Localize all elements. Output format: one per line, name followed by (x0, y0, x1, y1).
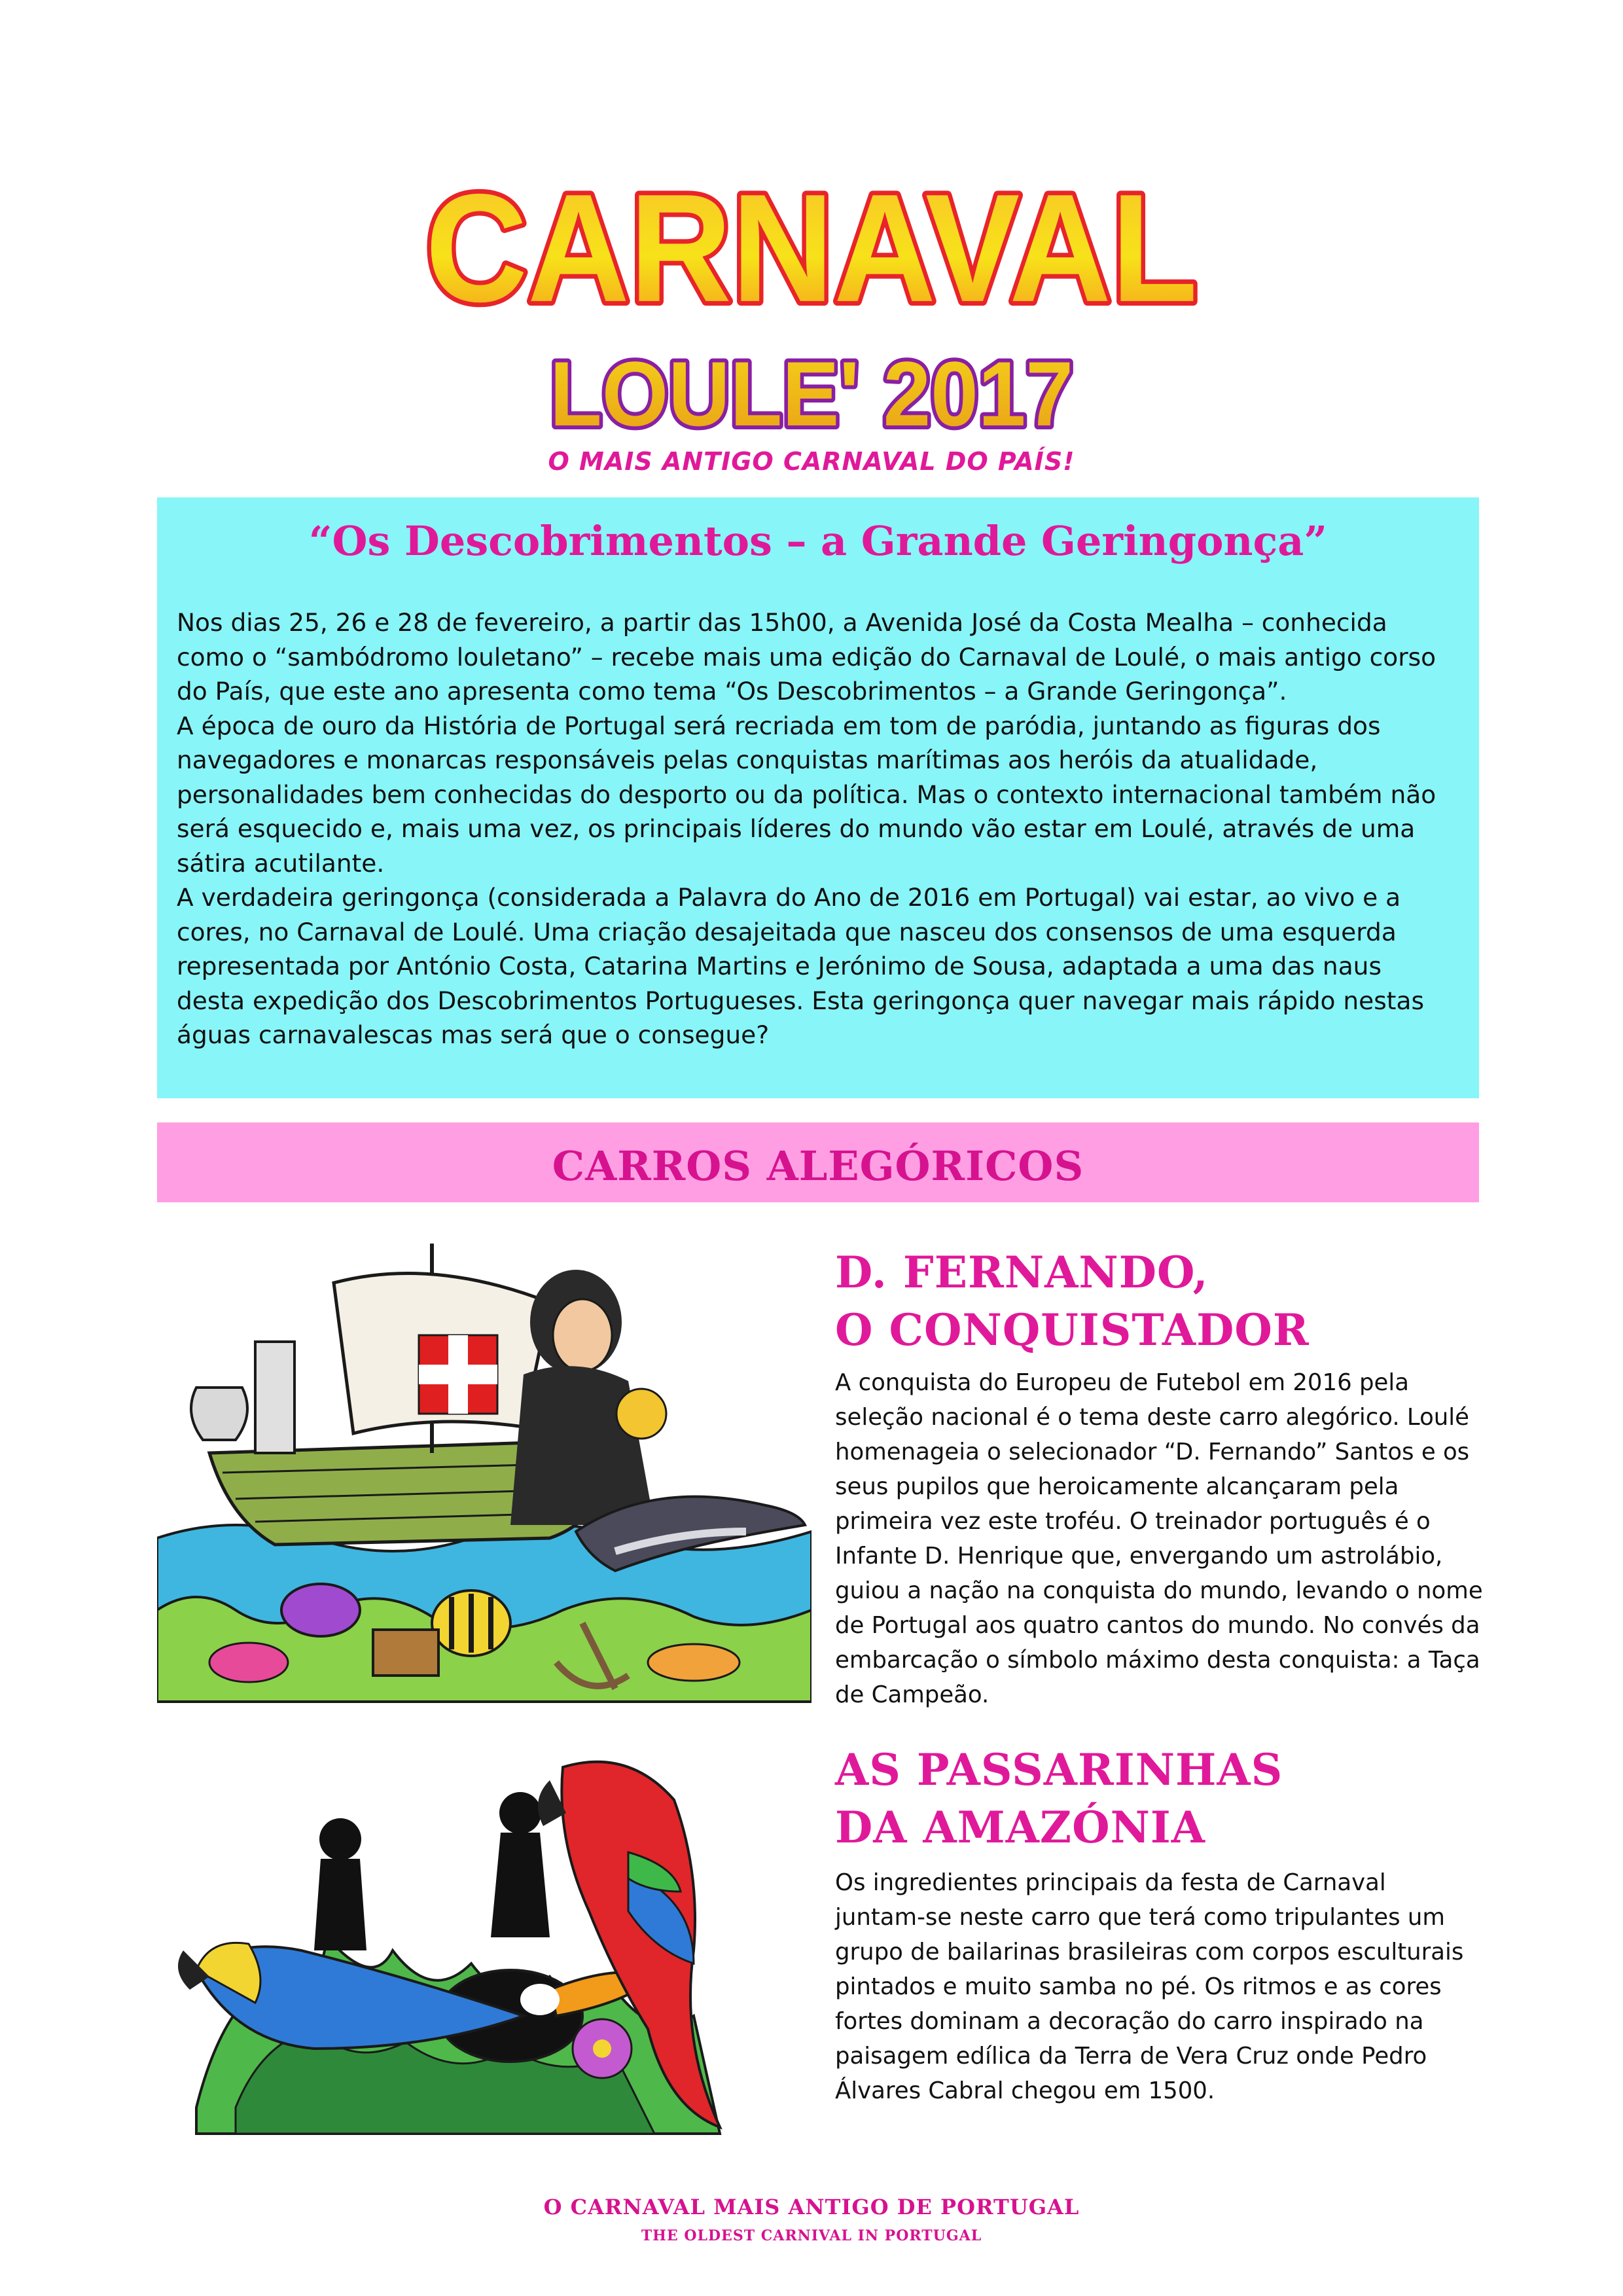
float-article-2 (157, 1741, 1479, 2147)
intro-paragraph: A época de ouro da História de Portugal será recriada em tom de paródia, juntando as figuras dos navegadores e monarcas responsáveis pelas conquistas marítimas aos heróis da atualidade, personalidades bem conhecidas do desporto ou da política. Mas o contexto internacional também não será esquecido e, mais uma vez, os principais líderes do mundo vão estar em Loulé, através de uma sátira acutilante. (177, 711, 1436, 878)
float-2-heading-line1: AS PASSARINHAS (835, 1744, 1283, 1795)
logo-place-year: LOULE' 2017 (550, 342, 1073, 445)
float-2-heading-line2: DA AMAZÓNIA (835, 1802, 1205, 1853)
float-1-heading (835, 1244, 1310, 1359)
section-title: CARROS ALEGÓRICOS (552, 1142, 1084, 1190)
intro-paragraph: Nos dias 25, 26 e 28 de fevereiro, a partir das 15h00, a Avenida José da Costa Mealha – conhecida como o “sambódromo louletano” – recebe mais uma edição do Carnaval de Loulé, o mais antigo corso do País, que este ano apresenta como tema “Os Descobrimentos – a Grande Geringonça”. (177, 608, 1436, 706)
section-band (157, 1122, 1479, 1202)
float-1-heading-line2: O CONQUISTADOR (835, 1304, 1310, 1355)
float-2-heading (835, 1741, 1283, 1856)
float-article-1 (157, 1244, 1483, 1728)
float-2-body: Os ingredientes principais da festa de Carnaval juntam-se neste carro que terá como tripulantes um grupo de bailarinas brasileiras com corpos esculturais pintados e muito samba no pé. Os ritmos e as cores fortes dominam a decoração do carro inspirado na paisagem edílica da Terra de Vera Cruz onde Pedro Álvares Cabral chegou em 1500. (835, 1869, 1464, 2104)
intro-box (157, 497, 1479, 1098)
intro-paragraph: A verdadeira geringonça (considerada a Palavra do Ano de 2016 em Portugal) vai estar, ao vivo e a cores, no Carnaval de Loulé. Uma criação desajeitada que nasceu dos consensos de uma esquerda representada por António Costa, Catarina Martins e Jerónimo de Sousa, adaptada a uma das naus desta expedição dos Descobrimentos Portugueses. Esta geringonça quer navegar mais rápido nestas águas carnavalescas mas será que o consegue? (177, 883, 1424, 1049)
float-1-heading-line1: D. FERNANDO, (835, 1247, 1209, 1298)
parrots-toucan-dancers-illustration (157, 1741, 812, 2147)
intro-title: “Os Descobrimentos – a Grande Geringonça” (308, 517, 1328, 565)
slogan: O MAIS ANTIGO CARNAVAL DO PAÍS! (548, 447, 1075, 476)
float-1-body: A conquista do Europeu de Futebol em 2016 pela seleção nacional é o tema deste carro alegórico. Loulé homenageia o selecionador “D. Fernando” Santos e os seus pupilos que heroicamente alcançaram pela primeira vez este troféu. O treinador português é o Infante D. Henrique que, envergando um astrolábio, guiou a nação na conquista do mundo, levando o nome de Portugal aos quatro cantos do mundo. No convés da embarcação o símbolo máximo desta conquista: a Taça de Campeão. (835, 1369, 1483, 1708)
intro-body (177, 605, 1453, 1052)
ship-dolphin-fish-illustration (157, 1244, 812, 1728)
logo-word: CARNAVAL (425, 162, 1198, 334)
footer-line-2: THE OLDEST CARNIVAL IN PORTUGAL (641, 2227, 982, 2244)
footer-line-1: O CARNAVAL MAIS ANTIGO DE PORTUGAL (543, 2195, 1080, 2219)
